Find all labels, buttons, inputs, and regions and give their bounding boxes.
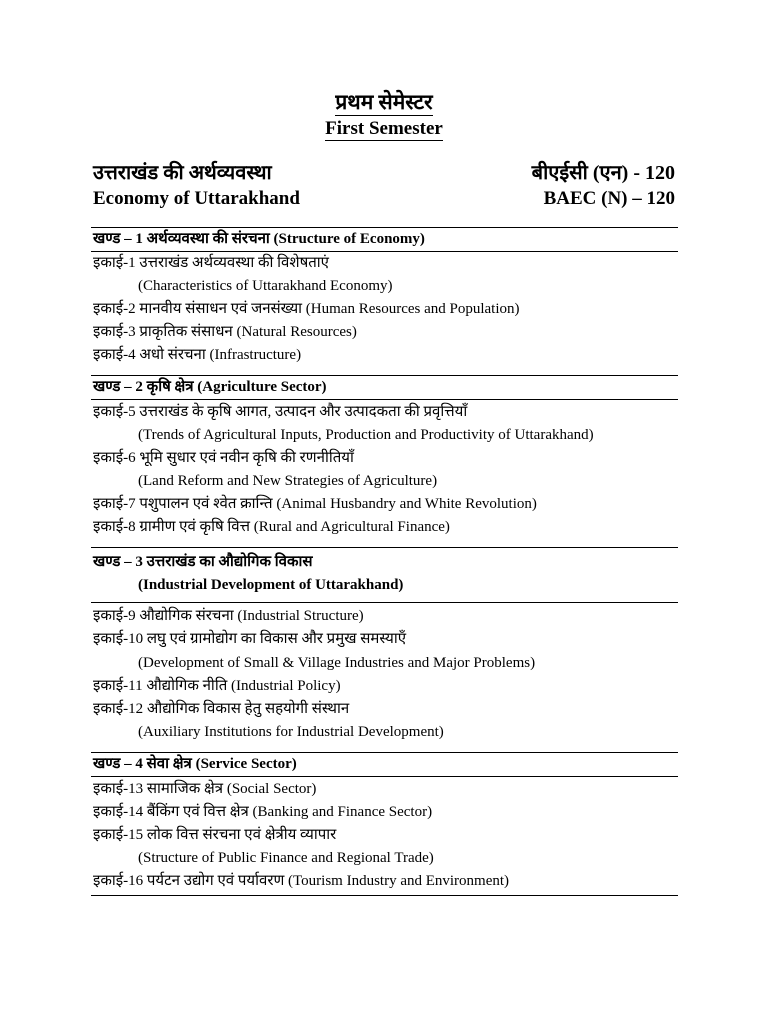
unit-line: इकाई-1 उत्तराखंड अर्थव्यवस्था की विशेषताएं <box>93 255 329 271</box>
unit-line: इकाई-10 लघु एवं ग्रामोद्योग का विकास और प्रमुख समस्याएँ <box>93 631 407 647</box>
divider <box>91 399 678 400</box>
divider <box>91 251 678 252</box>
course-name-hindi: उत्तराखंड की अर्थव्यवस्था <box>93 162 272 184</box>
unit-line: इकाई-12 औद्योगिक विकास हेतु सहयोगी संस्थान <box>93 701 350 717</box>
unit-line: इकाई-8 ग्रामीण एवं कृषि वित्त (Rural and Agricultural Finance) <box>93 519 450 535</box>
unit-line: (Development of Small & Village Industries and Major Problems) <box>138 655 536 671</box>
block-3-title: खण्ड – 3 उत्तराखंड का औद्योगिक विकास <box>93 554 313 570</box>
divider <box>91 895 678 896</box>
divider <box>91 602 678 603</box>
unit-line: इकाई-13 सामाजिक क्षेत्र (Social Sector) <box>93 781 317 797</box>
unit-line: इकाई-3 प्राकृतिक संसाधन (Natural Resources) <box>93 324 357 340</box>
unit-line: (Trends of Agricultural Inputs, Production and Productivity of Uttarakhand) <box>138 427 594 443</box>
unit-line: इकाई-14 बैंकिंग एवं वित्त क्षेत्र (Banking and Finance Sector) <box>93 804 433 820</box>
block-1-title: खण्ड – 1 अर्थव्यवस्था की संरचना (Structure of Economy) <box>93 231 425 247</box>
divider <box>91 375 678 376</box>
unit-line: (Land Reform and New Strategies of Agriculture) <box>138 473 438 489</box>
unit-line: इकाई-2 मानवीय संसाधन एवं जनसंख्या (Human Resources and Population) <box>93 301 520 317</box>
unit-line: इकाई-16 पर्यटन उद्योग एवं पर्यावरण (Tourism Industry and Environment) <box>93 873 510 889</box>
divider <box>91 227 678 228</box>
course-name-english: Economy of Uttarakhand <box>93 188 300 209</box>
unit-line: (Structure of Public Finance and Regional Trade) <box>138 850 434 866</box>
unit-line: इकाई-15 लोक वित्त संरचना एवं क्षेत्रीय व्यापार <box>93 827 337 843</box>
course-code-english: BAEC (N) – 120 <box>543 188 675 209</box>
unit-line: इकाई-4 अधो संरचना (Infrastructure) <box>93 347 302 363</box>
semester-title-english: First Semester <box>325 118 443 139</box>
unit-line: इकाई-5 उत्तराखंड के कृषि आगत, उत्पादन और उत्पादकता की प्रवृत्तियाँ <box>93 404 468 420</box>
block-2-title: खण्ड – 2 कृषि क्षेत्र (Agriculture Sector) <box>93 379 327 395</box>
course-code-hindi: बीएईसी (एन) - 120 <box>531 162 675 184</box>
divider <box>91 776 678 777</box>
unit-line: (Auxiliary Institutions for Industrial Development) <box>138 724 444 740</box>
unit-line: (Characteristics of Uttarakhand Economy) <box>138 278 393 294</box>
block-3-subtitle: (Industrial Development of Uttarakhand) <box>138 577 404 593</box>
unit-line: इकाई-9 औद्योगिक संरचना (Industrial Structure) <box>93 608 364 624</box>
semester-title-hindi: प्रथम सेमेस्टर <box>335 90 433 114</box>
divider <box>91 547 678 548</box>
unit-line: इकाई-11 औद्योगिक नीति (Industrial Policy) <box>93 678 341 694</box>
unit-line: इकाई-6 भूमि सुधार एवं नवीन कृषि की रणनीतियाँ <box>93 450 354 466</box>
unit-line: इकाई-7 पशुपालन एवं श्वेत क्रान्ति (Animal Husbandry and White Revolution) <box>93 496 537 512</box>
divider <box>91 752 678 753</box>
block-4-title: खण्ड – 4 सेवा क्षेत्र (Service Sector) <box>93 756 297 772</box>
